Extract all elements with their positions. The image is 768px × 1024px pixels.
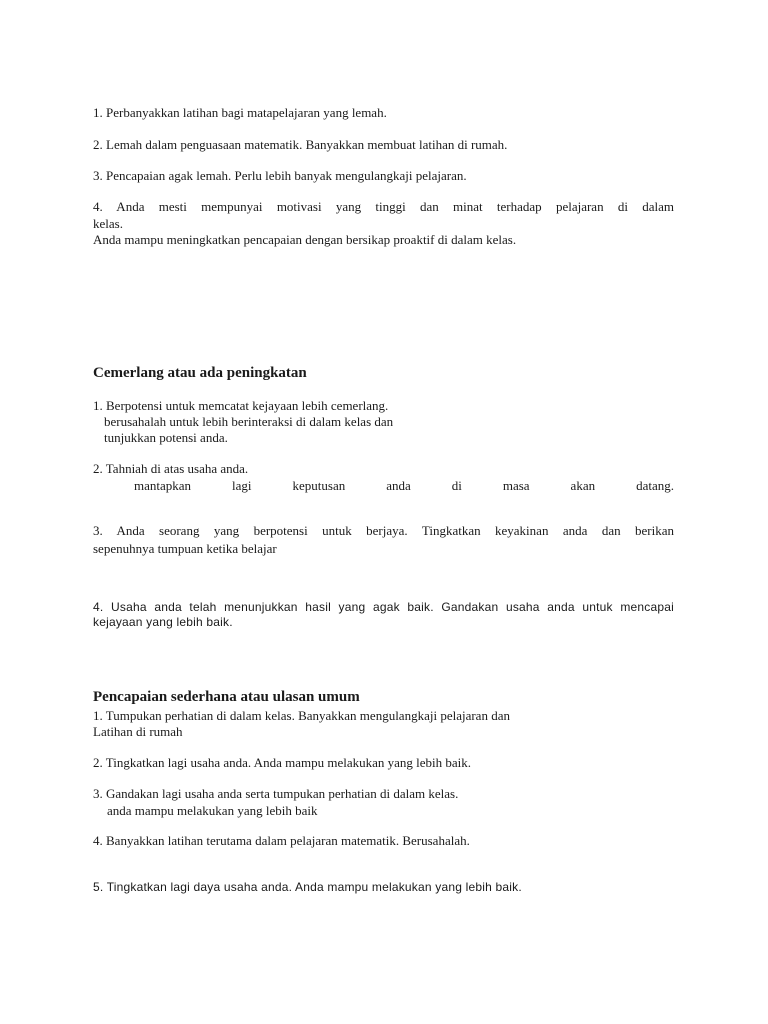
s3-item-3-line-2: anda mampu melakukan yang lebih baik [107,803,318,818]
s1-item-4-line-3: Anda mampu meningkatkan pencapaian dengan bersikap proaktif di dalam kelas. [93,232,517,247]
s3-item-2: 2. Tingkatkan lagi usaha anda. Anda mampu melakukan yang lebih baik. [93,755,472,770]
s2-item-1-line-2: berusahalah untuk lebih berinteraksi di dalam kelas dan [104,414,394,429]
s2-heading: Cemerlang atau ada peningkatan [93,365,307,381]
s2-item-2-line-2: mantapkan lagi keputusan anda di masa akan datang. [134,478,674,493]
s2-item-1-line-3: tunjukkan potensi anda. [104,430,228,445]
s2-item-4-line-1: 4. Usaha anda telah menunjukkan hasil yang agak baik. Gandakan usaha anda untuk mencapai [93,600,674,614]
s2-item-4-line-2: kejayaan yang lebih baik. [93,615,233,629]
s3-item-1-line-1: 1. Tumpukan perhatian di dalam kelas. Banyakkan mengulangkaji pelajaran dan [93,708,510,723]
s3-item-5: 5. Tingkatkan lagi daya usaha anda. Anda mampu melakukan yang lebih baik. [93,880,522,894]
s1-item-4-line-2: kelas. [93,216,123,231]
s1-item-1: 1. Perbanyakkan latihan bagi matapelajaran yang lemah. [93,105,387,120]
s1-item-3: 3. Pencapaian agak lemah. Perlu lebih banyak mengulangkaji pelajaran. [93,168,467,183]
s3-item-1-line-2: Latihan di rumah [93,724,183,739]
s3-item-4: 4. Banyakkan latihan terutama dalam pelajaran matematik. Berusahalah. [93,833,470,848]
s1-item-2: 2. Lemah dalam penguasaan matematik. Banyakkan membuat latihan di rumah. [93,137,508,152]
s3-item-3-line-1: 3. Gandakan lagi usaha anda serta tumpukan perhatian di dalam kelas. [93,786,459,801]
s2-item-3-line-1: 3. Anda seorang yang berpotensi untuk berjaya. Tingkatkan keyakinan anda dan berikan [93,523,674,538]
s2-item-3-line-2: sepenuhnya tumpuan ketika belajar [93,541,277,556]
s1-item-4-line-1: 4. Anda mesti mempunyai motivasi yang tinggi dan minat terhadap pelajaran di dalam [93,199,674,214]
s2-item-1-line-1: 1. Berpotensi untuk memcatat kejayaan lebih cemerlang. [93,398,389,413]
s2-item-2-line-1: 2. Tahniah di atas usaha anda. [93,461,249,476]
s3-heading: Pencapaian sederhana atau ulasan umum [93,689,360,705]
